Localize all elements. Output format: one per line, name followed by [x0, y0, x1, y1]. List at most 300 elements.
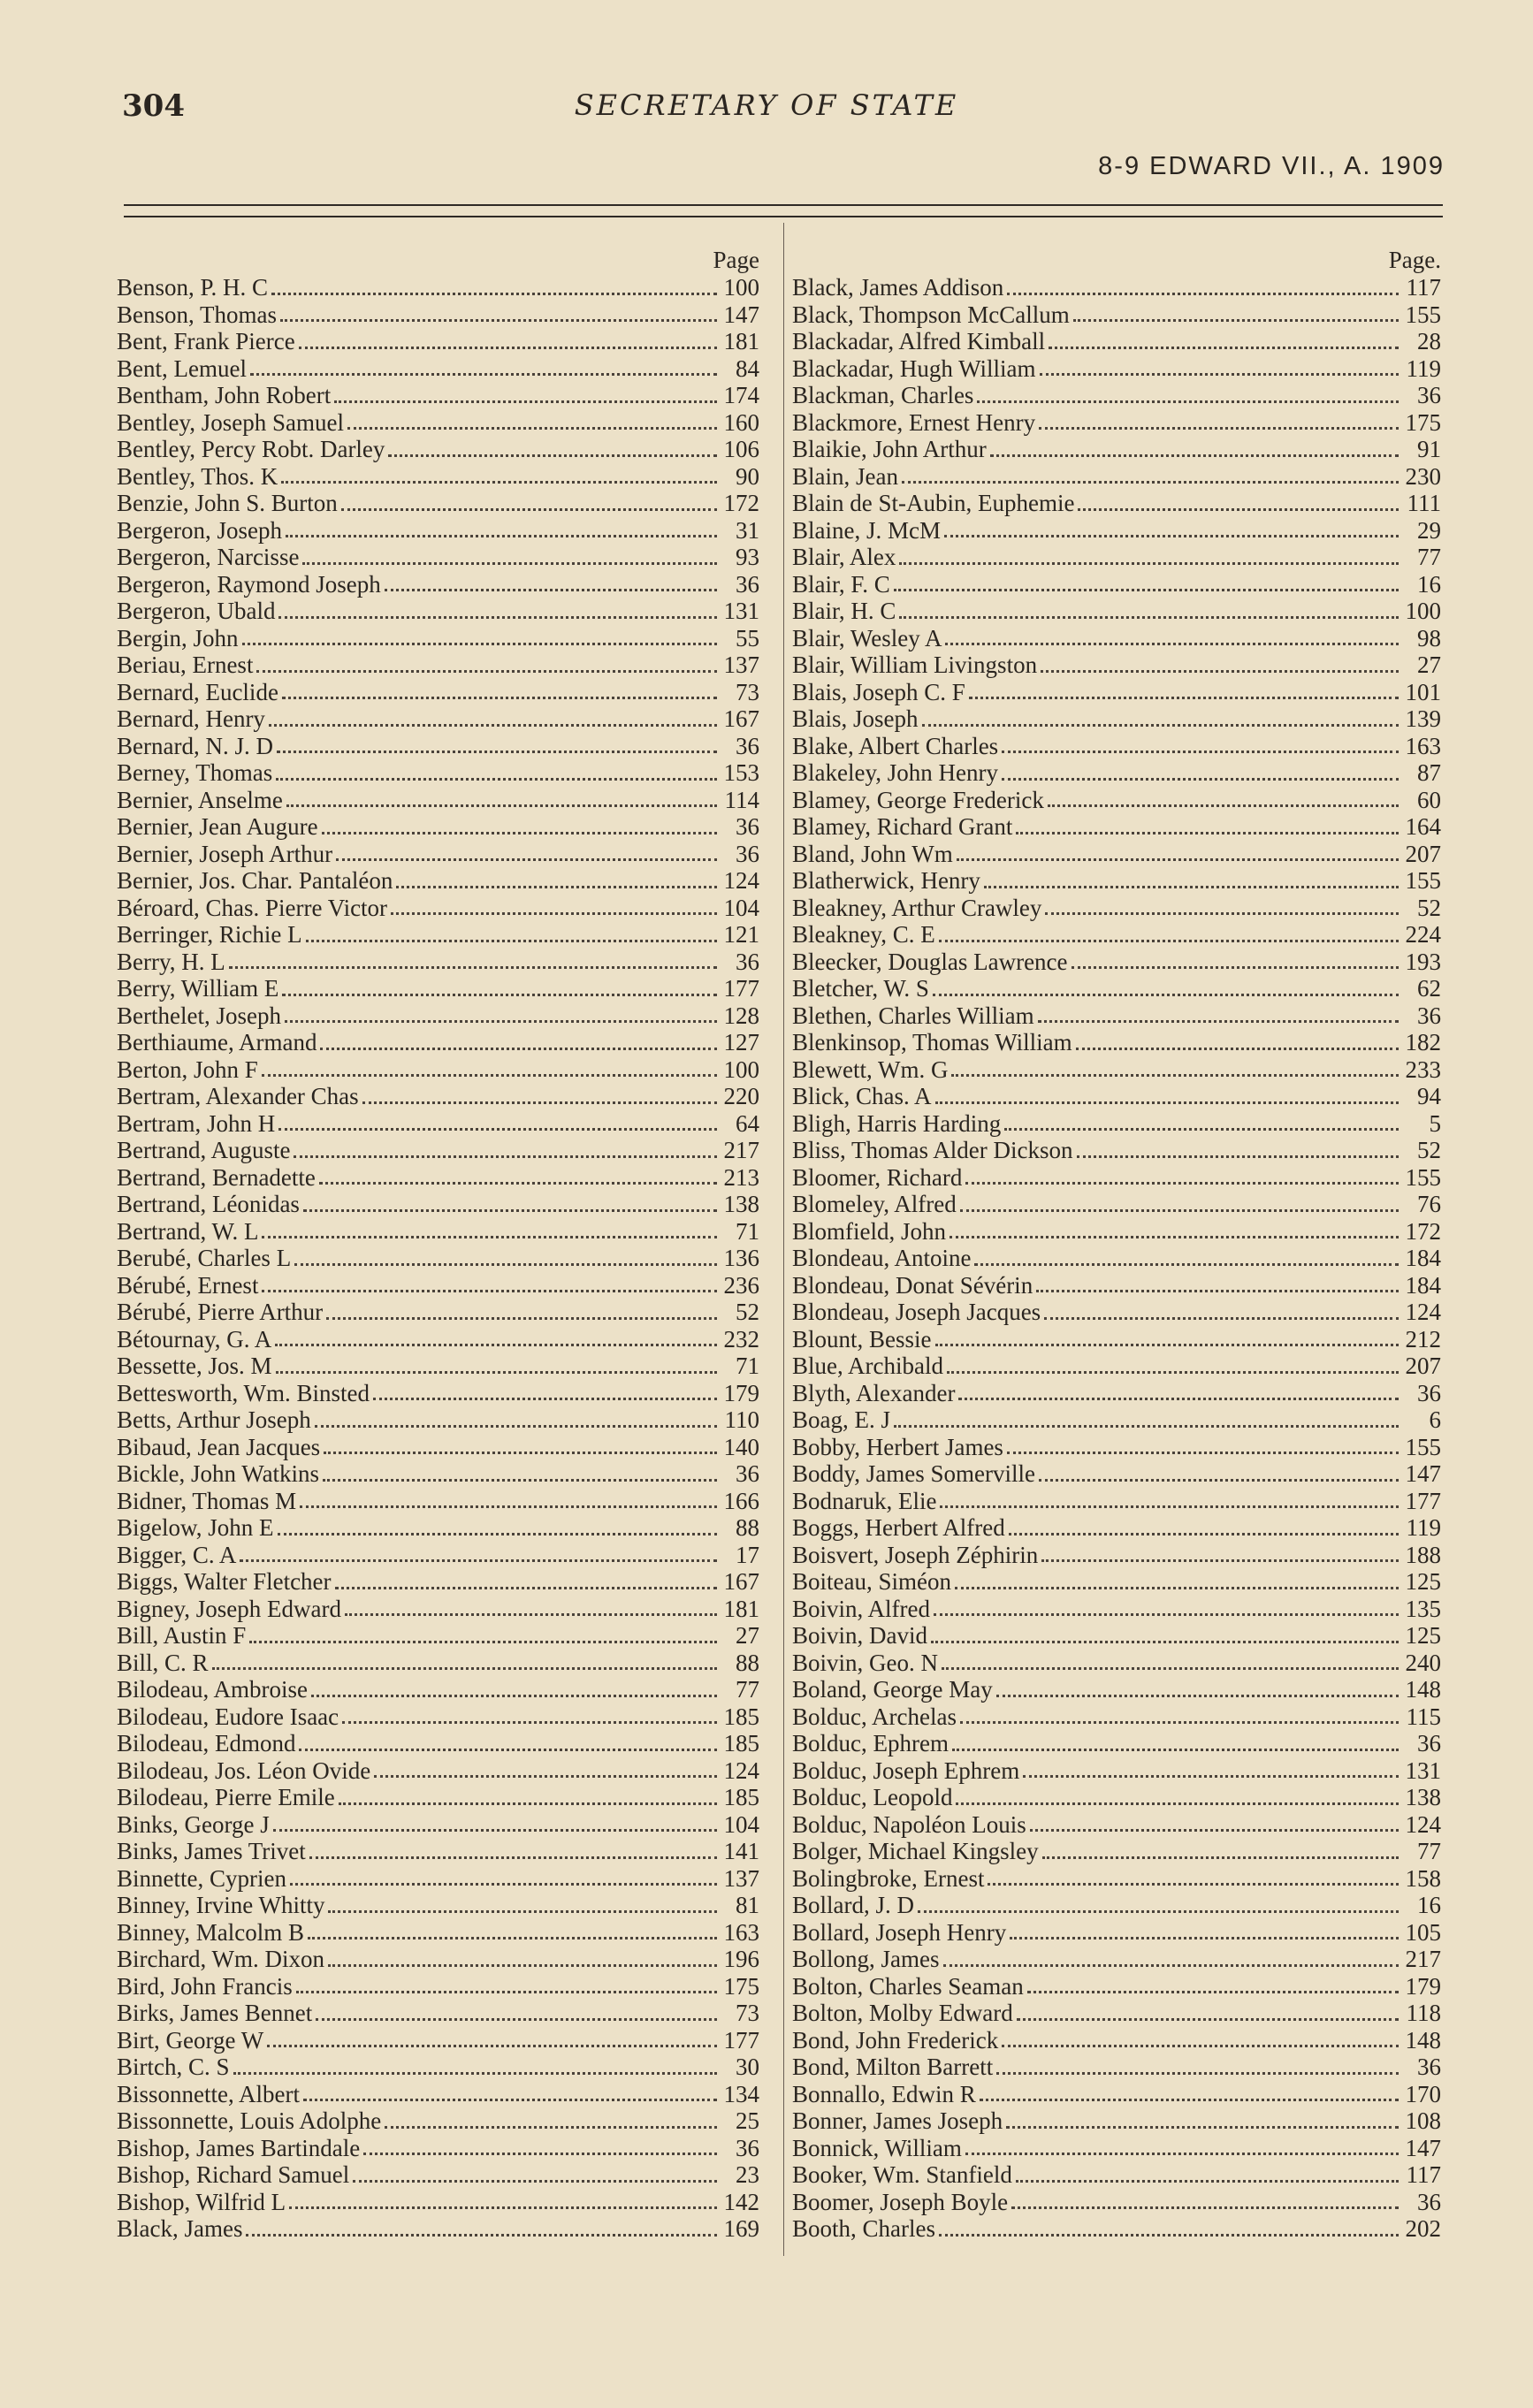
entry-page-number: 36 [1417, 2054, 1441, 2080]
entry-name: Bertram, Alexander Chas [117, 1083, 359, 1109]
entry-name: Bertrand, W. L [117, 1217, 259, 1245]
dot-leader [1011, 2206, 1399, 2209]
entry-name: Bland, John Wm [792, 840, 953, 867]
entry-name: Blair, Alex [792, 544, 896, 570]
index-column-left [117, 246, 759, 2243]
dot-leader [951, 1074, 1399, 1077]
index-entry [792, 2135, 1441, 2162]
index-entry [792, 517, 1441, 545]
index-entry [117, 2161, 759, 2189]
entry-name: Berry, William E [117, 975, 279, 1002]
entry-name: Blackmore, Ernest Henry [792, 408, 1036, 436]
index-entry [117, 1973, 759, 2000]
dot-leader [309, 1856, 717, 1859]
dot-leader [1038, 1020, 1399, 1023]
index-entry [117, 1002, 759, 1030]
entry-name: Bolduc, Napoléon Louis [792, 1810, 1026, 1838]
index-entry [792, 625, 1441, 652]
index-entry [117, 1029, 759, 1056]
entry-page-number: 23 [736, 2161, 759, 2188]
index-entry [792, 1811, 1441, 1839]
entry-page-number: 104 [723, 894, 759, 921]
entry-page-number: 124 [1405, 1299, 1441, 1325]
dot-leader [1076, 1048, 1399, 1050]
entry-name: Blue, Archibald [792, 1353, 943, 1379]
entry-name: Bentham, John Robert [117, 382, 332, 408]
dot-leader [1030, 1829, 1399, 1832]
entry-page-number: 196 [723, 1946, 759, 1972]
index-entry [792, 1299, 1441, 1326]
entry-name: Bishop, Richard Samuel [117, 2161, 350, 2188]
index-entry [792, 652, 1441, 679]
dot-leader [246, 2234, 717, 2237]
dot-leader [300, 1505, 717, 1508]
entry-name: Blair, F. C [792, 570, 890, 598]
entry-page-number: 230 [1405, 462, 1441, 490]
entry-name: Birtch, C. S [117, 2054, 230, 2080]
entry-name: Booker, Wm. Stanfield [792, 2161, 1012, 2188]
entry-name: Bill, C. R [117, 1649, 209, 1676]
entry-list [117, 274, 759, 2243]
entry-page-number: 124 [1405, 1810, 1441, 1838]
dot-leader [385, 2126, 717, 2129]
entry-page-number: 36 [1417, 1379, 1441, 1406]
entry-page-number: 117 [1406, 2161, 1441, 2188]
entry-page-number: 106 [723, 436, 759, 462]
entry-name: Bond, Milton Barrett [792, 2054, 994, 2080]
index-entry [792, 1326, 1441, 1353]
entry-page-number: 155 [1405, 867, 1441, 894]
index-entry [117, 2054, 759, 2081]
dot-leader [940, 1505, 1399, 1508]
dot-leader [229, 966, 717, 969]
dot-leader [957, 858, 1399, 861]
dot-leader [1039, 1479, 1399, 1482]
entry-page-number: 164 [1405, 813, 1441, 840]
entry-name: Bolingbroke, Ernest [792, 1864, 985, 1892]
entry-name: Bligh, Harris Harding [792, 1109, 1002, 1137]
entry-page-number: 142 [723, 2188, 759, 2215]
entry-page-number: 137 [723, 652, 759, 678]
entry-name: Betts, Arthur Joseph [117, 1406, 311, 1433]
index-entry [792, 598, 1441, 625]
entry-name: Blomeley, Alfred [792, 1191, 957, 1217]
entry-name: Bonnick, William [792, 2134, 962, 2161]
index-entry [117, 1245, 759, 1272]
index-entry [117, 2027, 759, 2054]
dot-leader [299, 1749, 717, 1751]
dot-leader [1042, 1856, 1399, 1859]
entry-page-number: 202 [1405, 2215, 1441, 2242]
dot-leader [1077, 1155, 1399, 1158]
entry-name: Blackadar, Hugh William [792, 354, 1036, 382]
entry-page-number: 5 [1429, 1109, 1441, 1137]
entry-page-number: 105 [1405, 1918, 1441, 1946]
entry-name: Blyth, Alexander [792, 1379, 956, 1406]
entry-page-number: 224 [1405, 921, 1441, 948]
page-column-label: Page. [1388, 247, 1441, 273]
dot-leader [1023, 1775, 1399, 1778]
index-entry [792, 1514, 1441, 1542]
index-entry [117, 1596, 759, 1623]
dot-leader [1002, 751, 1399, 753]
index-entry [792, 679, 1441, 706]
index-entry [117, 328, 759, 355]
dot-leader [240, 1559, 717, 1562]
entry-name: Binks, George J [117, 1810, 270, 1838]
entry-page-number: 88 [736, 1649, 759, 1676]
dot-leader [1078, 508, 1399, 511]
entry-page-number: 71 [736, 1217, 759, 1245]
entry-page-number: 52 [1417, 1137, 1441, 1163]
index-entry [117, 841, 759, 868]
entry-page-number: 147 [1405, 2134, 1441, 2161]
index-entry [792, 571, 1441, 598]
index-entry [117, 2215, 759, 2243]
entry-page-number: 163 [723, 1918, 759, 1946]
index-entry [117, 355, 759, 383]
entry-name: Bloomer, Richard [792, 1163, 963, 1191]
index-entry [117, 571, 759, 598]
index-entry [117, 1784, 759, 1811]
index-entry [792, 975, 1441, 1002]
dot-leader [242, 643, 717, 645]
session-heading: 8-9 EDWARD VII., A. 1909 [1098, 152, 1445, 180]
dot-leader [947, 1371, 1399, 1374]
index-entry [117, 1110, 759, 1138]
entry-page-number: 207 [1405, 840, 1441, 867]
index-entry [117, 1191, 759, 1218]
index-entry [117, 1326, 759, 1353]
entry-name: Bettesworth, Wm. Binsted [117, 1379, 370, 1406]
dot-leader [315, 1425, 717, 1428]
index-entry [117, 652, 759, 679]
entry-page-number: 185 [723, 1730, 759, 1756]
entry-page-number: 36 [736, 948, 759, 975]
index-entry [792, 1434, 1441, 1461]
index-entry [792, 1137, 1441, 1164]
dot-leader [935, 1101, 1399, 1104]
dot-leader [271, 293, 717, 295]
index-entry [117, 463, 759, 491]
dot-leader [958, 1398, 1399, 1400]
dot-leader [1036, 1290, 1399, 1292]
entry-page-number: 84 [736, 354, 759, 382]
entry-page-number: 141 [723, 1838, 759, 1864]
dot-leader [1073, 319, 1399, 322]
entry-page-number: 88 [736, 1514, 759, 1541]
index-entry [117, 2000, 759, 2027]
dot-leader [294, 1263, 717, 1266]
entry-name: Bissonnette, Albert [117, 2080, 300, 2107]
entry-page-number: 233 [1405, 1055, 1441, 1083]
entry-name: Blakeley, John Henry [792, 759, 998, 786]
entry-page-number: 36 [1417, 1730, 1441, 1756]
index-entry [117, 2189, 759, 2216]
index-entry [792, 1191, 1441, 1218]
entry-page-number: 125 [1405, 1568, 1441, 1595]
entry-name: Bernard, N. J. D [117, 732, 273, 759]
entry-name: Boddy, James Somerville [792, 1460, 1035, 1487]
entry-name: Bolduc, Joseph Ephrem [792, 1756, 1020, 1784]
entry-page-number: 147 [1405, 1460, 1441, 1487]
entry-name: Birchard, Wm. Dixon [117, 1946, 324, 1972]
entry-page-number: 182 [1405, 1029, 1441, 1055]
index-entry [117, 1460, 759, 1488]
entry-name: Bernard, Euclide [117, 678, 278, 705]
dot-leader [249, 1641, 717, 1643]
entry-name: Bigger, C. A [117, 1541, 237, 1568]
index-entry [117, 1083, 759, 1110]
dot-leader [336, 858, 717, 861]
dot-leader [294, 1155, 717, 1158]
entry-page-number: 111 [1407, 490, 1441, 516]
dot-leader [902, 481, 1399, 484]
dot-leader [1045, 912, 1399, 915]
entry-page-number: 236 [723, 1271, 759, 1299]
dot-leader [944, 535, 1399, 537]
dot-leader [1041, 670, 1399, 673]
entry-name: Bolduc, Ephrem [792, 1730, 949, 1756]
entry-name: Blatherwick, Henry [792, 867, 980, 894]
entry-name: Blamey, George Frederick [792, 786, 1044, 813]
dot-leader [233, 2072, 717, 2075]
index-entry [117, 1757, 759, 1785]
index-entry [792, 705, 1441, 733]
dot-leader [289, 2206, 717, 2209]
entry-name: Bigney, Joseph Edward [117, 1595, 341, 1622]
dot-leader [933, 994, 1399, 996]
entry-page-number: 27 [1417, 652, 1441, 678]
dot-leader [984, 886, 1399, 888]
dot-leader [396, 886, 717, 888]
entry-page-number: 36 [736, 732, 759, 759]
entry-name: Bentley, Thos. K [117, 462, 278, 490]
entry-name: Bobby, Herbert James [792, 1433, 1003, 1460]
dot-leader [1004, 1128, 1399, 1131]
dot-leader [347, 427, 717, 430]
index-entry [792, 1892, 1441, 1919]
index-entry [792, 1380, 1441, 1407]
entry-name: Boivin, Geo. N [792, 1649, 938, 1676]
dot-leader [899, 562, 1399, 565]
entry-name: Blair, William Livingston [792, 652, 1038, 678]
dot-leader [296, 1991, 717, 1993]
index-entry [792, 274, 1441, 301]
entry-name: Bilodeau, Ambroise [117, 1676, 308, 1703]
entry-name: Boomer, Joseph Boyle [792, 2188, 1009, 2215]
entry-page-number: 166 [723, 1487, 759, 1514]
index-entry [117, 490, 759, 517]
dot-leader [1006, 2126, 1399, 2129]
entry-page-number: 160 [723, 408, 759, 436]
entry-page-number: 71 [736, 1353, 759, 1379]
dot-leader [362, 1101, 717, 1104]
entry-page-number: 240 [1405, 1649, 1441, 1676]
dot-leader [1007, 293, 1399, 295]
entry-page-number: 131 [723, 598, 759, 624]
entry-page-number: 220 [723, 1083, 759, 1109]
entry-page-number: 36 [736, 2134, 759, 2161]
entry-name: Bentley, Percy Robt. Darley [117, 436, 385, 462]
entry-page-number: 193 [1405, 948, 1441, 975]
dot-leader [303, 2099, 717, 2101]
entry-name: Blondeau, Antoine [792, 1245, 972, 1271]
index-entry [792, 409, 1441, 437]
entry-name: Bolton, Charles Seaman [792, 1972, 1024, 2000]
index-entry [792, 2107, 1441, 2135]
entry-page-number: 29 [1417, 516, 1441, 544]
index-entry [792, 1083, 1441, 1110]
entry-page-number: 77 [1417, 1838, 1441, 1864]
entry-page-number: 73 [736, 2000, 759, 2026]
dot-leader [969, 697, 1399, 699]
dot-leader [918, 1910, 1399, 1913]
entry-name: Bollard, Joseph Henry [792, 1918, 1007, 1946]
index-entry [117, 1514, 759, 1542]
entry-name: Berubé, Charles L [117, 1245, 292, 1271]
dot-leader [250, 373, 717, 376]
entry-page-number: 36 [1417, 382, 1441, 408]
dot-leader [256, 670, 717, 673]
dot-leader [1002, 2045, 1399, 2047]
entry-page-number: 188 [1405, 1541, 1441, 1568]
index-entry [792, 2081, 1441, 2108]
dot-leader [965, 2153, 1399, 2155]
index-entry [117, 787, 759, 814]
entry-page-number: 184 [1405, 1245, 1441, 1271]
dot-leader [273, 1829, 717, 1832]
index-entry [117, 1892, 759, 1919]
entry-name: Boiteau, Siméon [792, 1568, 951, 1595]
entry-name: Bent, Frank Pierce [117, 328, 295, 354]
index-entry [792, 301, 1441, 329]
entry-name: Bétournay, G. A [117, 1325, 272, 1353]
index-entry [117, 895, 759, 922]
index-entry [117, 1299, 759, 1326]
entry-name: Bertrand, Léonidas [117, 1191, 300, 1217]
entry-page-number: 121 [723, 921, 759, 948]
entry-page-number: 131 [1405, 1756, 1441, 1784]
column-divider [783, 223, 784, 2256]
index-entry [117, 1353, 759, 1380]
entry-page-number: 93 [736, 544, 759, 570]
dot-leader [373, 1398, 717, 1400]
dot-leader [276, 778, 717, 781]
index-entry [117, 705, 759, 733]
dot-leader [1009, 1533, 1399, 1535]
entry-name: Bliss, Thomas Alder Dickson [792, 1137, 1073, 1163]
index-entry [792, 1784, 1441, 1811]
entry-page-number: 27 [736, 1622, 759, 1649]
entry-name: Boland, George May [792, 1676, 993, 1703]
entry-name: Binney, Irvine Whitty [117, 1892, 325, 1918]
dot-leader [286, 535, 717, 537]
entry-name: Bond, John Frederick [792, 2026, 999, 2054]
dot-leader [1027, 1991, 1399, 1993]
index-entry [117, 1811, 759, 1839]
dot-leader [339, 1802, 717, 1805]
index-entry [117, 1650, 759, 1677]
dot-leader [275, 1344, 717, 1346]
entry-page-number: 87 [1417, 759, 1441, 786]
entry-page-number: 172 [723, 490, 759, 516]
entry-page-number: 139 [1405, 705, 1441, 732]
index-entry [117, 1622, 759, 1650]
index-entry [792, 813, 1441, 841]
entry-name: Black, Thompson McCallum [792, 301, 1070, 328]
entry-name: Bolger, Michael Kingsley [792, 1838, 1039, 1864]
index-entry [117, 2107, 759, 2135]
entry-name: Berringer, Richie L [117, 921, 302, 948]
entry-page-number: 177 [723, 975, 759, 1002]
entry-name: Bletcher, W. S [792, 975, 929, 1002]
entry-page-number: 170 [1405, 2080, 1441, 2107]
entry-name: Béroard, Chas. Pierre Victor [117, 894, 388, 921]
entry-page-number: 169 [723, 2215, 759, 2242]
entry-page-number: 81 [736, 1892, 759, 1918]
index-entry [792, 1622, 1441, 1650]
dot-leader [302, 562, 717, 565]
dot-leader [280, 319, 717, 322]
dot-leader [282, 697, 717, 699]
dot-leader [996, 1695, 1399, 1697]
index-entry [117, 2135, 759, 2162]
entry-page-number: 114 [724, 786, 759, 813]
entry-name: Bleakney, Arthur Crawley [792, 894, 1042, 921]
index-entry [792, 1406, 1441, 1434]
entry-name: Bessette, Jos. M [117, 1353, 272, 1379]
entry-page-number: 36 [1417, 2188, 1441, 2215]
entry-name: Binks, James Trivet [117, 1838, 306, 1864]
index-entry [792, 1757, 1441, 1785]
entry-name: Bernier, Jean Augure [117, 813, 318, 840]
index-entry [117, 409, 759, 437]
entry-page-number: 127 [723, 1029, 759, 1055]
index-entry [792, 949, 1441, 976]
entry-page-number: 36 [736, 1460, 759, 1487]
entry-name: Biggs, Walter Fletcher [117, 1568, 332, 1595]
entry-name: Blain de St-Aubin, Euphemie [792, 490, 1075, 516]
dot-leader [334, 400, 717, 403]
index-entry [792, 355, 1441, 383]
entry-page-number: 175 [723, 1972, 759, 2000]
entry-name: Bolton, Molby Edward [792, 2000, 1013, 2026]
index-entry [117, 1703, 759, 1731]
dot-leader [955, 1587, 1399, 1589]
entry-name: Boggs, Herbert Alfred [792, 1514, 1005, 1541]
dot-leader [1041, 1559, 1399, 1562]
entry-page-number: 184 [1405, 1271, 1441, 1299]
dot-leader [385, 589, 717, 591]
dot-leader [935, 1344, 1399, 1346]
header-rule-top [124, 204, 1443, 206]
dot-leader [322, 832, 717, 834]
entry-name: Blethen, Charles William [792, 1002, 1034, 1029]
entry-page-number: 135 [1405, 1595, 1441, 1622]
dot-leader [1040, 373, 1399, 376]
entry-name: Bilodeau, Jos. Léon Ovide [117, 1756, 371, 1784]
index-entry [792, 841, 1441, 868]
entry-name: Black, James Addison [792, 274, 1004, 301]
entry-page-number: 138 [1405, 1784, 1441, 1810]
dot-leader [1039, 427, 1399, 430]
dot-leader [353, 2180, 717, 2183]
entry-name: Berry, H. L [117, 948, 225, 975]
entry-name: Berthelet, Joseph [117, 1002, 281, 1029]
entry-page-number: 55 [736, 624, 759, 652]
dot-leader [899, 616, 1399, 619]
